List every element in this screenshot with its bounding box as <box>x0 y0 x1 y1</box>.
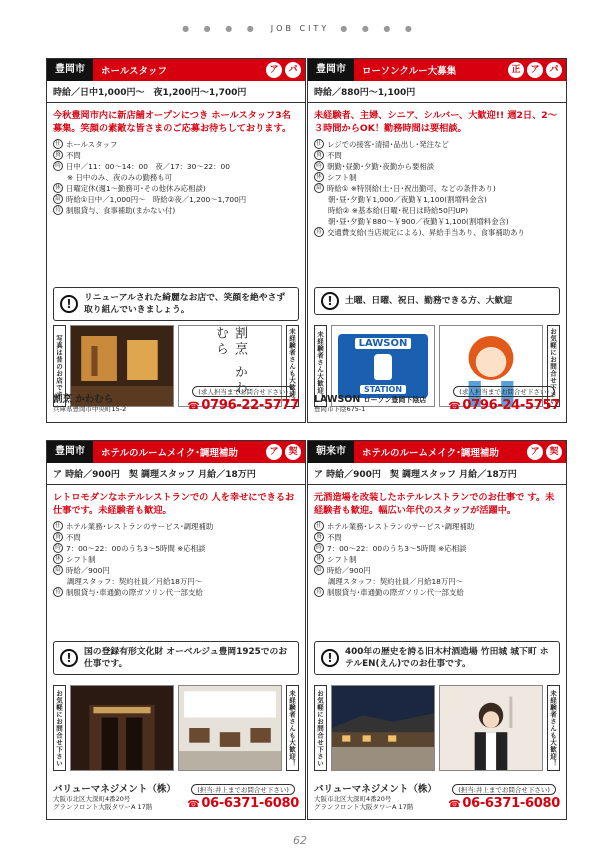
job-card-kawamura <box>46 58 306 423</box>
detail-key-icon: 仕 <box>53 139 63 149</box>
vertical-label-right: お気軽にお問合せ下さい <box>547 325 560 407</box>
detail-value: ホテル業務･レストランのサービス･調理補助 <box>327 522 475 531</box>
header-dots-right: ● ● ● ● <box>340 24 418 33</box>
detail-subrow: 朝･昼･夕勤￥1,000／夜勤￥1,100(割増料金含) <box>328 195 487 204</box>
exclamation-icon: ! <box>60 295 78 313</box>
detail-row <box>314 587 560 598</box>
castle-town-photo-svg <box>332 686 434 770</box>
restaurant-interior-photo <box>178 685 282 771</box>
contact <box>187 379 299 413</box>
detail-value: 7：00～22：00のうち3～5時間 ※応相談 <box>66 544 206 553</box>
company-address: 大阪市北区大深町4番20号 <box>53 795 131 803</box>
detail-key-icon: 資 <box>314 150 324 160</box>
job-card-hotel-en <box>307 440 567 820</box>
detail-key-icon: 待 <box>53 587 63 597</box>
job-card-lawson <box>307 58 567 423</box>
company-address-building: グランフロント大阪タワーA 17階 <box>53 803 153 811</box>
detail-value: シフト制 <box>66 555 96 564</box>
note-text: リニューアルされた綺麗なお店で、笑顔を絶やさず取り組んでいきましょう。 <box>84 293 286 315</box>
detail-row <box>314 227 560 238</box>
detail-row <box>53 554 299 565</box>
detail-value: 7：00～22：00のうち3～5時間 ※応相談 <box>327 544 467 553</box>
detail-row <box>53 532 299 543</box>
detail-key-icon: 待 <box>314 227 324 237</box>
company-name: 割烹 かわむら <box>53 394 114 405</box>
logo-bottom-text: STATION <box>360 385 406 394</box>
city-label: 豊岡市 <box>308 59 354 81</box>
company-address: 兵庫県豊岡市中央町15-2 <box>53 405 127 413</box>
card-footer <box>314 379 560 413</box>
detail-list <box>47 139 305 216</box>
badge-part-time: ア <box>266 444 282 460</box>
detail-row <box>53 565 299 576</box>
vertical-label-left: 写真は昔のお店です <box>53 325 66 407</box>
detail-value: 時給／900円 <box>66 566 110 575</box>
exclamation-icon: ! <box>60 649 78 667</box>
phone-icon: ☎ <box>448 401 461 412</box>
vertical-label-right: 未経験者さんも大歓迎！ <box>547 685 560 771</box>
contact <box>187 777 299 811</box>
city-label: 豊岡市 <box>47 59 93 81</box>
note-text: 400年の歴史を誇る旧木村酒造場 竹田城 城下町 ホテルEN(えん)でのお仕事です。 <box>345 647 549 669</box>
phone-icon: ☎ <box>187 401 200 412</box>
detail-value: ホールスタッフ <box>66 140 118 149</box>
detail-key-icon: 休 <box>314 554 324 564</box>
badge-part-time: ア <box>266 62 282 78</box>
tel-caption: (担当:井上までお問合せ下さい) <box>191 784 295 795</box>
detail-row <box>314 172 560 183</box>
badge-part-time: ア <box>527 444 543 460</box>
detail-row <box>314 565 560 576</box>
detail-key-icon: 資 <box>53 532 63 542</box>
company-info <box>314 781 437 811</box>
detail-row <box>53 161 299 172</box>
logo-top-text: LAWSON <box>355 338 412 349</box>
wage-line: 時給／日中1,000円～ 夜1,200円～1,700円 <box>47 81 305 103</box>
note-box <box>53 287 299 321</box>
badge-part-time: ア <box>527 62 543 78</box>
badge-group <box>508 62 566 78</box>
badge-group <box>266 62 305 78</box>
exclamation-icon: ! <box>321 292 339 310</box>
detail-subrow: 調理スタッフ：契約社員／月給18万円～ <box>328 577 464 586</box>
badge-pa: パ <box>546 62 562 78</box>
detail-key-icon: 給 <box>53 194 63 204</box>
tel-number[interactable]: 06-6371-6080 <box>201 796 299 811</box>
detail-list <box>308 521 566 598</box>
note-box <box>314 641 560 675</box>
image-row <box>314 685 560 771</box>
badge-contract: 契 <box>546 444 562 460</box>
shop-sign-text: 割烹 かわむら <box>213 326 247 398</box>
tel-caption: (担当:井上までお問合せ下さい) <box>452 784 556 795</box>
detail-key-icon: 仕 <box>314 521 324 531</box>
card-footer <box>53 777 299 811</box>
detail-key-icon: 時 <box>314 543 324 553</box>
note-box <box>53 641 299 675</box>
city-label: 朝来市 <box>308 441 354 463</box>
badge-full-time: 正 <box>508 62 524 78</box>
wage-line: ア 時給／900円 契 調理スタッフ 月給／18万円 <box>47 463 305 485</box>
interior-photo-svg <box>179 686 281 770</box>
company-name: バリューマネジメント（株） <box>53 784 176 795</box>
note-box <box>314 287 560 315</box>
vertical-label-left: お気軽にお問合せ下さい <box>53 685 66 771</box>
header-title: JOB CITY <box>270 24 330 33</box>
tel-number[interactable]: 0796-22-5777 <box>201 398 299 413</box>
detail-value: 日中／11：00～14：00 夜／17：30～22：00 <box>66 162 230 171</box>
detail-list <box>308 139 566 238</box>
exclamation-icon: ! <box>321 649 339 667</box>
phone-icon: ☎ <box>448 799 461 810</box>
tel-number[interactable]: 0796-24-5757 <box>462 398 560 413</box>
phone-icon: ☎ <box>187 799 200 810</box>
detail-row <box>314 532 560 543</box>
city-label: 豊岡市 <box>47 441 93 463</box>
detail-subrow: 朝･昼･夕勤￥880～￥900／夜勤￥1,100(割増料金含) <box>328 217 509 226</box>
wage-line: 時給／880円～1,100円 <box>308 81 566 103</box>
detail-key-icon: 時 <box>53 161 63 171</box>
detail-row <box>314 543 560 554</box>
company-address: 豊岡市下陰675-1 <box>314 405 366 413</box>
vertical-label-right: 未経験者さんも大歓迎！ <box>286 325 299 407</box>
detail-key-icon: 資 <box>314 532 324 542</box>
detail-key-icon: 待 <box>53 205 63 215</box>
detail-value: 朝勤･昼勤･夕勤･夜勤から要相談 <box>327 162 435 171</box>
detail-subrow: 時給② ※基本給(日曜･祝日は時給50円UP) <box>328 206 468 215</box>
detail-value: ホテル業務･レストランのサービス･調理補助 <box>66 522 214 531</box>
detail-value: 制服貸与、食事補助(まかない付) <box>66 206 176 215</box>
tel-caption: (求人担当までお問合せ下さい) <box>192 386 294 397</box>
vertical-label-left: 未経験者さん大歓迎！ <box>314 325 327 407</box>
detail-value: 不問 <box>66 533 81 542</box>
detail-key-icon: 給 <box>314 183 324 193</box>
detail-key-icon: 資 <box>53 150 63 160</box>
lead-text: レトロモダンなホテルレストランでの 人を幸せにできるお仕事です。未経験者も歓迎。 <box>53 492 295 516</box>
detail-row <box>53 205 299 216</box>
detail-value: 交通費支給(当店規定による)、昇給手当あり、食事補助あり <box>327 228 525 237</box>
card-title-bar <box>308 59 566 81</box>
role-label: ローソンクルー大募集 <box>362 66 457 77</box>
building-photo <box>70 685 174 771</box>
image-row <box>53 685 299 771</box>
company-branch: ローソン豊岡下陰店 <box>363 396 427 404</box>
wage-line: ア 時給／900円 契 調理スタッフ 月給／18万円 <box>308 463 566 485</box>
detail-value: 制服貸与･車通勤の際ガソリン代一部支給 <box>66 588 203 597</box>
detail-value: 時給①日中／1,000円～ 時給②夜／1,200～1,700円 <box>66 195 247 204</box>
page-header <box>0 24 600 33</box>
detail-row <box>53 139 299 150</box>
detail-key-icon: 給 <box>314 565 324 575</box>
card-title-bar <box>308 441 566 463</box>
detail-key-icon: 待 <box>314 587 324 597</box>
company-info <box>314 394 426 413</box>
badge-pa: パ <box>285 62 301 78</box>
detail-value: 不問 <box>327 151 342 160</box>
detail-value: 制服貸与･車通勤の際ガソリン代一部支給 <box>327 588 464 597</box>
detail-row <box>314 183 560 194</box>
detail-key-icon: 給 <box>53 565 63 575</box>
contact <box>448 379 560 413</box>
vertical-label-right: 未経験者さんも大歓迎！ <box>286 685 299 771</box>
detail-row <box>53 521 299 532</box>
badge-group <box>266 444 305 460</box>
detail-value: 不問 <box>327 533 342 542</box>
badge-group <box>527 444 566 460</box>
lead-text: 今秋豊岡市内に新店舗オープンにつき ホールスタッフ3名募集。笑顔の素敵な皆さまのご応募お待ちしております。 <box>53 110 292 134</box>
company-info <box>53 391 126 413</box>
card-title-bar <box>47 59 305 81</box>
contact <box>448 777 560 811</box>
server-photo <box>439 685 543 771</box>
detail-row <box>314 161 560 172</box>
detail-row <box>314 139 560 150</box>
castle-town-photo <box>331 685 435 771</box>
milk-can-icon <box>374 354 392 380</box>
detail-value: 時給／900円 <box>327 566 371 575</box>
vertical-label-left: お気軽にお問合せ下さい <box>314 685 327 771</box>
detail-row <box>314 521 560 532</box>
detail-key-icon: 休 <box>314 172 324 182</box>
detail-value: 日曜定休(週1～勤務可･その他休み応相談) <box>66 184 206 193</box>
lead-text: 未経験者、主婦、シニア、シルバー、大歓迎!! 週2日、2～３時間からOK！勤務時間は要相談。 <box>314 110 557 134</box>
company-address-building: グランフロント大阪タワーA 17階 <box>314 803 414 811</box>
tel-caption: (求人担当までお問合せ下さい) <box>453 386 555 397</box>
lead-text: 元酒造場を改装したホテルレストランでのお仕事で す。未経験者も歓迎。幅広い年代のスタッフが活躍中。 <box>314 492 555 516</box>
company-name: バリューマネジメント（株） <box>314 784 437 795</box>
card-footer <box>53 379 299 413</box>
card-footer <box>314 777 560 811</box>
detail-key-icon: 時 <box>314 161 324 171</box>
detail-key-icon: 仕 <box>314 139 324 149</box>
detail-row <box>314 554 560 565</box>
detail-value: レジでの接客･清掃･品出し･発注など <box>327 140 449 149</box>
detail-subrow: ※ 日中のみ、夜のみの勤務も可 <box>67 173 173 182</box>
header-dots-left: ● ● ● ● <box>182 24 260 33</box>
badge-contract: 契 <box>285 444 301 460</box>
note-text: 土曜、日曜、祝日、勤務できる方、大歓迎 <box>345 296 513 306</box>
detail-value: 時給① ※特別給(土･日･祝出勤可、などの条件あり) <box>327 184 496 193</box>
company-info <box>53 781 176 811</box>
detail-row <box>53 194 299 205</box>
detail-row <box>314 150 560 161</box>
page-number: 62 <box>293 834 307 847</box>
job-card-auberge <box>46 440 306 820</box>
role-label: ホテルのルームメイク･調理補助 <box>362 448 499 459</box>
role-label: ホールスタッフ <box>101 66 168 77</box>
detail-value: シフト制 <box>327 555 357 564</box>
detail-key-icon: 時 <box>53 543 63 553</box>
detail-row <box>53 543 299 554</box>
detail-row <box>53 587 299 598</box>
company-name: LAWSON <box>314 394 361 405</box>
detail-row <box>53 150 299 161</box>
detail-value: シフト制 <box>327 173 357 182</box>
detail-key-icon: 休 <box>53 554 63 564</box>
detail-key-icon: 休 <box>53 183 63 193</box>
detail-key-icon: 仕 <box>53 521 63 531</box>
role-label: ホテルのルームメイク･調理補助 <box>101 448 238 459</box>
server-photo-svg <box>440 686 542 770</box>
detail-subrow: 調理スタッフ：契約社員／月給18万円～ <box>67 577 203 586</box>
building-photo-svg <box>71 686 173 770</box>
tel-number[interactable]: 06-6371-6080 <box>462 796 560 811</box>
company-address: 大阪市北区大深町4番20号 <box>314 795 392 803</box>
note-text: 国の登録有形文化財 オーベルジュ豊岡1925でのお仕事です。 <box>84 647 288 669</box>
detail-list <box>47 521 305 598</box>
detail-row <box>53 183 299 194</box>
detail-value: 不問 <box>66 151 81 160</box>
card-title-bar <box>47 441 305 463</box>
